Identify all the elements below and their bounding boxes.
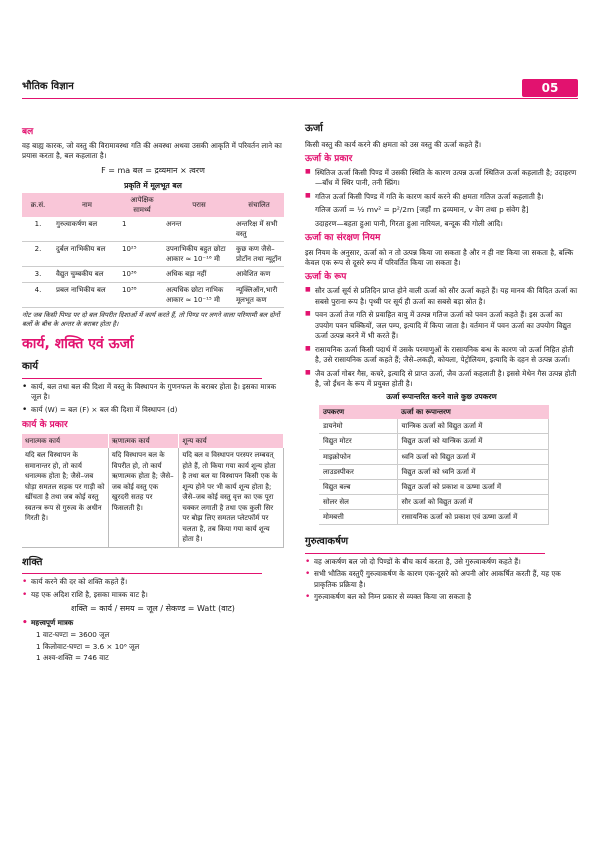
- table-cell: 1.: [22, 217, 54, 242]
- bal-heading: बल: [22, 127, 34, 137]
- table-cell: विद्युत ऊर्जा को ध्वनि ऊर्जा में: [397, 464, 549, 479]
- table-cell: अधिक बड़ा नहीं: [164, 267, 234, 282]
- work-types-th: धनात्मक कार्य: [22, 434, 108, 448]
- table-row: [319, 464, 549, 479]
- header-title: भौतिक विज्ञान: [22, 81, 74, 92]
- table-cell: डायनेमो: [319, 419, 397, 434]
- table-row: [319, 510, 549, 525]
- urja-bullet-potential: ■ स्थितिज ऊर्जा किसी पिण्ड में उसकी स्थिति के कारण उत्पन्न ऊर्जा स्थितिज ऊर्जा कहलाती है; उदाहरण—बाँध में स्थिर पानी, तनी स्प्रिंग।: [305, 168, 578, 189]
- table-cell: यदि बल विस्थापन के समानान्तर हो, तो कार्य धनात्मक होता है; जैसे–जब घोड़ा समतल सड़क पर गाड़ी को खींचता है तथा जब कोई वस्तु स्वतन्त्र रूप से गुरुत्व के अधीन गिरती है।: [22, 448, 108, 547]
- table-cell: 2.: [22, 242, 54, 267]
- kinetic-formula: गतिज ऊर्जा = ½ mv² = p²/2m [जहाँ m द्रव्यमान, v वेग तथा p संवेग है]: [315, 205, 529, 215]
- form-solar: ■ सौर ऊर्जा सूर्य से प्रतिदिन प्राप्त होने वाली ऊर्जा को सौर ऊर्जा कहते हैं। यह मानव की विदित ऊर्जा का सबसे पुराना रूप है। पृथ्वी पर सूर्य ही ऊर्जा का सबसे बड़ा स्रोत है।: [305, 286, 578, 307]
- conservation-heading: ऊर्जा का संरक्षण नियम: [305, 233, 381, 244]
- right-column: [305, 122, 578, 604]
- forces-table-title: प्रकृति में मूलभूत बल: [124, 180, 182, 190]
- table-row: [22, 282, 284, 307]
- form-wind: ■ पवन ऊर्जा तेज गति से प्रवाहित वायु में उत्पन्न गतिज ऊर्जा को पवन ऊर्जा कहते हैं। इस ऊर्जा का उपयोग पवन चक्कियों, जल पम्प, इत्यादि में किया जाता है। वर्तमान में पवन ऊर्जा का उपयोग विद्युत ऊर्जा उत्पन्न करने में भी करते हैं।: [305, 310, 578, 341]
- table-cell: विद्युत ऊर्जा को प्रकाश व ऊष्मा ऊर्जा में: [397, 479, 549, 494]
- forces-th: परास: [164, 193, 234, 217]
- device-th: उपकरण: [319, 405, 397, 419]
- forms-heading: ऊर्जा के रूप: [305, 272, 347, 283]
- left-column: [22, 126, 284, 664]
- karya-heading: कार्य: [22, 361, 39, 373]
- table-row: [319, 494, 549, 509]
- table-row: [319, 479, 549, 494]
- form-chemical: ■ रासायनिक ऊर्जा किसी पदार्थ में उसके परमाणुओं के रासायनिक बन्ध के कारण जो ऊर्जा निहित होती है, उसे रासायनिक ऊर्जा कहते हैं; जैसे–लकड़ी, कोयला, पेट्रोलियम, इत्यादि के दहन से उत्पन्न ऊर्जा।: [305, 345, 578, 366]
- table-row: [22, 217, 284, 242]
- table-row: [319, 434, 549, 449]
- list-item: 1 अश्व-शक्ति = 746 वाट: [36, 652, 109, 662]
- table-cell: सोलर सेल: [319, 494, 397, 509]
- table-row: [22, 242, 284, 267]
- device-table-title: ऊर्जा रूपान्तरित करने वाले कुछ उपकरण: [386, 392, 497, 402]
- forces-table: [22, 193, 284, 308]
- conservation-para: इस नियम के अनुसार, ऊर्जा को न तो उत्पन्न किया जा सकता है और न ही नष्ट किया जा सकता है, बल्कि केवल एक रूप से दूसरे रूप में परिवर्तित किया जा सकता है।: [305, 247, 574, 267]
- table-cell: 4.: [22, 282, 54, 307]
- gravity-bullet-2: • सभी भौतिक वस्तुएँ गुरुत्वाकर्षण के कारण एक-दूसरे को अपनी ओर आकर्षित करती हैं, यह एक प्राकृतिक प्रक्रिया है।: [305, 569, 578, 590]
- table-cell: 10³⁸: [120, 282, 164, 307]
- device-table: [319, 405, 549, 525]
- kinetic-example: उदाहरण—बहता हुआ पानी, गिरता हुआ नारियल, बन्दूक की गोली आदि।: [315, 219, 503, 229]
- shakti-heading: शक्ति: [22, 556, 43, 568]
- table-cell: सौर ऊर्जा को विद्युत ऊर्जा में: [397, 494, 549, 509]
- table-row: [319, 449, 549, 464]
- table-cell: रासायनिक ऊर्जा को प्रकाश एवं ऊष्मा ऊर्जा में: [397, 510, 549, 525]
- table-cell: अनन्त: [164, 217, 234, 242]
- table-row: [22, 267, 284, 282]
- urja-bullet-kinetic: ■ गतिज ऊर्जा किसी पिण्ड में गति के कारण कार्य करने की क्षमता गतिज ऊर्जा कहलाती है।: [305, 192, 578, 202]
- gravity-bullet-3: • गुरुत्वाकर्षण बल को निम्न प्रकार से व्यक्त किया जा सकता है: [305, 592, 578, 602]
- table-cell: 10²⁵: [120, 242, 164, 267]
- table-cell: विद्युत मोटर: [319, 434, 397, 449]
- list-item: 1 किलोवाट-घण्टा = 3.6 × 10⁶ जूल: [36, 641, 140, 651]
- work-types-th: शून्य कार्य: [179, 434, 284, 448]
- table-cell: 3.: [22, 267, 54, 282]
- device-th: ऊर्जा का रूपान्तरण: [397, 405, 549, 419]
- forces-th: आपेक्षिक सामर्थ्य: [120, 193, 164, 217]
- table-cell: गुरुत्वाकर्षण बल: [54, 217, 120, 242]
- table-cell: उपनाभिकीय बहुत छोटा आकार ≈ 10⁻¹⁶ मी: [164, 242, 234, 267]
- table-cell: न्यूक्लिऑन,भारी मूलभूत कण: [234, 282, 284, 307]
- form-bio: ■ जैव ऊर्जा गोबर गैस, कचरे, इत्यादि से प्राप्त ऊर्जा, जैव ऊर्जा कहलाती है। इससे मेथेन गैस उत्पन्न होती है, जो ईंधन के रूप में प्रयुक्त होती है।: [305, 369, 578, 390]
- table-cell: ध्वनि ऊर्जा को विद्युत ऊर्जा में: [397, 449, 549, 464]
- table-cell: कुछ कण जैसे–प्रोटॉन तथा न्यूट्रॉन: [234, 242, 284, 267]
- table-cell: विद्युत बल्ब: [319, 479, 397, 494]
- table-row: [319, 419, 549, 434]
- table-cell: लाउडस्पीकर: [319, 464, 397, 479]
- gravity-heading: गुरुत्वाकर्षण: [305, 536, 349, 548]
- shakti-formula: शक्ति = कार्य / समय = जूल / सेकण्ड = Watt (वाट): [71, 604, 235, 614]
- table-cell: दुर्बल नाभिकीय बल: [54, 242, 120, 267]
- table-cell: मोमबत्ती: [319, 510, 397, 525]
- forces-th: नाम: [54, 193, 120, 217]
- shakti-bullet-2: • यह एक अदिश राशि है, इसका मात्रक वाट है।: [22, 590, 284, 600]
- page-number: 05: [522, 79, 578, 97]
- forces-note: नोट जब किसी पिण्ड पर दो बल विपरीत दिशाओं में कार्य करते हैं, तो पिण्ड पर लगने वाला परिणामी बल दोनों बलों के बीच के अन्तर के बराबर होता है।: [22, 310, 280, 329]
- urja-heading: ऊर्जा: [305, 123, 323, 134]
- urja-types-heading: ऊर्जा के प्रकार: [305, 153, 353, 164]
- table-cell: अन्तरिक्ष में सभी वस्तु: [234, 217, 284, 242]
- table-row: [22, 448, 284, 547]
- urja-para: किसी वस्तु की कार्य करने की क्षमता को उस वस्तु की ऊर्जा कहते हैं।: [305, 139, 482, 149]
- gravity-bullet-1: • वह आकर्षण बल जो दो पिण्डों के बीच कार्य करता है, उसे गुरुत्वाकर्षण कहते हैं।: [305, 557, 578, 567]
- table-cell: यान्त्रिक ऊर्जा को विद्युत ऊर्जा में: [397, 419, 549, 434]
- table-cell: यदि विस्थापन बल के विपरीत हो, तो कार्य ऋणात्मक होता है; जैसे–जब कोई वस्तु एक खुरदरी सतह पर फिसलती है।: [108, 448, 179, 547]
- forces-th: क्र.सं.: [22, 193, 54, 217]
- units-heading: • महत्त्वपूर्ण मात्रक: [22, 618, 284, 628]
- work-types-th: ऋणात्मक कार्य: [108, 434, 179, 448]
- bal-para: वह बाह्य कारक, जो वस्तु की विरामावस्था गति की अवस्था अथवा उसकी आकृति में परिवर्तन लाने का प्रयास करता है, बल कहलाता है।: [22, 141, 282, 161]
- table-cell: 1: [120, 217, 164, 242]
- heading-rule: [22, 378, 262, 379]
- section-title: कार्य, शक्ति एवं ऊर्जा: [22, 335, 134, 352]
- units-list: [22, 630, 284, 663]
- table-cell: वैद्युत चुम्बकीय बल: [54, 267, 120, 282]
- table-cell: आवेशित कण: [234, 267, 284, 282]
- table-cell: अत्यधिक छोटा नाभिक आकार ≈ 10⁻¹⁵ मी: [164, 282, 234, 307]
- heading-rule: [22, 573, 262, 574]
- shakti-bullet-1: • कार्य करने की दर को शक्ति कहते हैं।: [22, 577, 284, 587]
- list-item: 1 वाट-घण्टा = 3600 जूल: [36, 630, 110, 640]
- karya-types-heading: कार्य के प्रकार: [22, 419, 68, 430]
- table-cell: प्रबल नाभिकीय बल: [54, 282, 120, 307]
- table-cell: माइक्रोफोन: [319, 449, 397, 464]
- karya-bullet-2: • कार्य (W) = बल (F) × बल की दिशा में विस्थापन (d): [22, 405, 284, 415]
- heading-rule: [305, 553, 545, 554]
- table-cell: विद्युत ऊर्जा को यान्त्रिक ऊर्जा में: [397, 434, 549, 449]
- bal-formula: F = ma बल = द्रव्यमान × त्वरण: [101, 165, 205, 175]
- table-cell: यदि बल व विस्थापन परस्पर लम्बवत् होते हैं, तो किया गया कार्य शून्य होता है तथा बल या विस्थापन किसी एक के शून्य होने पर भी कार्य शून्य होता है; जैसे–जब कोई वस्तु वृत्त का एक पूरा चक्कर लगाती है तथा एक कुली सिर पर बोझ लिए समतल प्लेटफॉर्म पर चलता है, तब किया गया कार्य शून्य होता है।: [179, 448, 284, 547]
- forces-th: संचालित: [234, 193, 284, 217]
- work-types-table: [22, 434, 284, 548]
- page-header: [22, 78, 578, 99]
- karya-bullet-1: • कार्य, बल तथा बल की दिशा में वस्तु के विस्थापन के गुणनफल के बराबर होता है। इसका मात्रक जूल है।: [22, 382, 284, 403]
- table-cell: 10³⁶: [120, 267, 164, 282]
